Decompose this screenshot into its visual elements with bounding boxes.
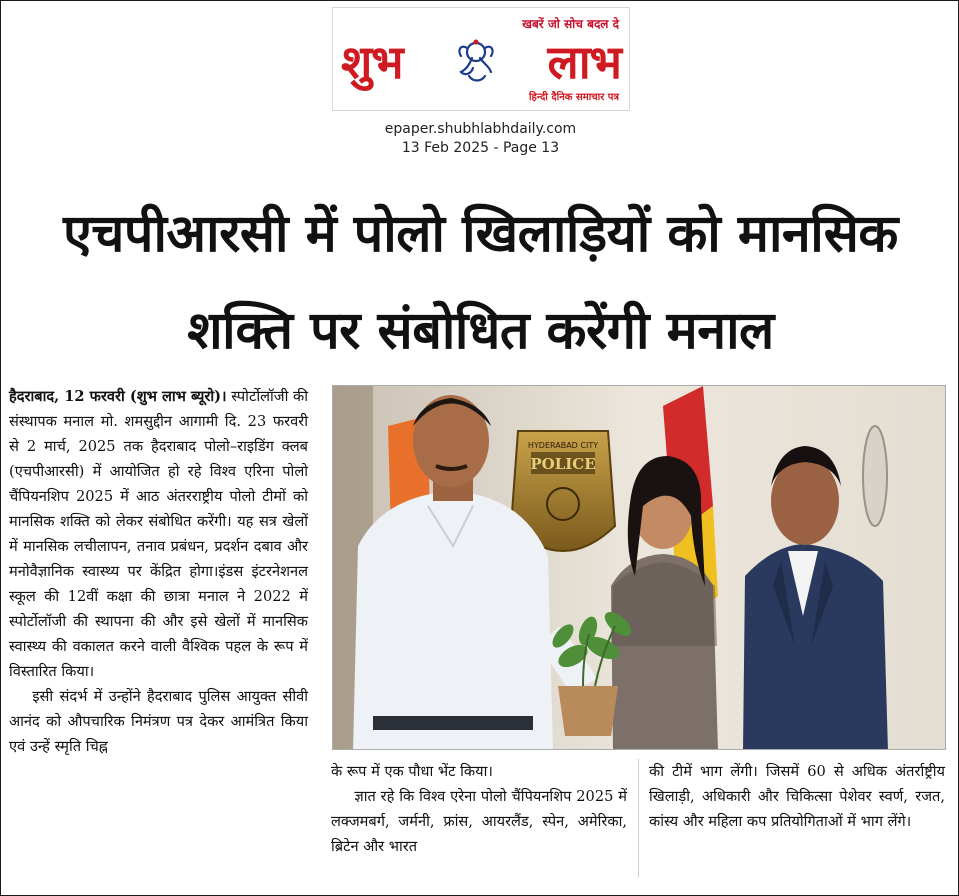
masthead-tagline: खबरें जो सोच बदल दे xyxy=(522,17,619,31)
photo-illustration xyxy=(333,386,946,750)
masthead-subline: हिन्दी दैनिक समाचार पत्र xyxy=(528,92,619,103)
newspaper-masthead xyxy=(332,7,630,111)
edition-date-page: 13 Feb 2025 - Page 13 xyxy=(401,140,560,156)
column-divider xyxy=(638,759,639,877)
logo-word-left: शुभ xyxy=(341,35,403,89)
article-paragraph: ज्ञात रहे कि विश्व एरेना पोलो चैंपियनशिप 2025 में लक्जमबर्ग, जर्मनी, फ्रांस, आयरलैंड, स्पेन, अमेरिका, ब्रिटेन और भारत xyxy=(331,788,627,855)
article-paragraph: की टीमें भाग लेंगी। जिसमें 60 से अधिक अंतर्राष्ट्रीय खिलाड़ी, अधिकारी और चिकित्सा पेशेवर स्वर्ण, रजत, कांस्य और महिला कप प्रतियोगिताओं में भाग लेंगे। xyxy=(649,763,945,830)
article-paragraph: इसी संदर्भ में उन्होंने हैदराबाद पुलिस आयुक्त सीवी आनंद को औपचारिक निमंत्रण पत्र देकर आमंत्रित किया एवं उन्हें स्मृति चिह्न xyxy=(9,688,308,755)
headline-line-1: एचपीआरसी में पोलो खिलाड़ियों को मानसिक xyxy=(63,204,898,264)
ganesha-icon xyxy=(451,36,501,86)
article-column-1 xyxy=(9,384,308,759)
logo-word-right: लाभ xyxy=(547,35,621,89)
article-column-3 xyxy=(649,759,945,834)
emblem-subtext: HYDERABAD CITY xyxy=(527,441,599,450)
news-photo xyxy=(332,385,946,750)
epaper-url: epaper.shubhlabhdaily.com xyxy=(384,121,577,137)
article-column-2 xyxy=(331,759,627,859)
dateline: हैदराबाद, 12 फरवरी (शुभ लाभ ब्यूरो)। xyxy=(9,388,227,405)
article-paragraph: के रूप में एक पौधा भेंट किया। xyxy=(331,763,493,780)
headline-line-2: शक्ति पर संबोधित करेंगी मनाल xyxy=(187,301,774,361)
article-text: स्पोर्टोलॉजी की संस्थापक मनाल मो. शमसुद्दीन आगामी दि. 23 फरवरी से 2 मार्च, 2025 तक हैदराबाद पोलो–राइडिंग क्लब (एचपीआरसी) में आयोजित हो रहे विश्व एरिना पोलो चैंपियनशिप 2025 में आठ अंतरराष्ट्रीय पोलो टीमों को मानसिक शक्ति को लेकर संबोधित करेंगी। यह सत्र खेलों में मानसिक लचीलापन, तनाव प्रबंधन, प्रदर्शन दबाव और मनोवैज्ञानिक स्वास्थ्य पर केंद्रित होगा।इंडस इंटरनेशनल स्कूल की 12वीं कक्षा की छात्रा मनाल ने 2022 में स्पोर्टोलॉजी की स्थापना की और इसे खेलों में मानसिक स्वास्थ्य की वकालत करने वाली वैश्विक पहल के रूप में विस्तारित किया। xyxy=(9,388,309,680)
article-paragraph xyxy=(9,384,308,684)
emblem-text: POLICE xyxy=(530,455,596,473)
